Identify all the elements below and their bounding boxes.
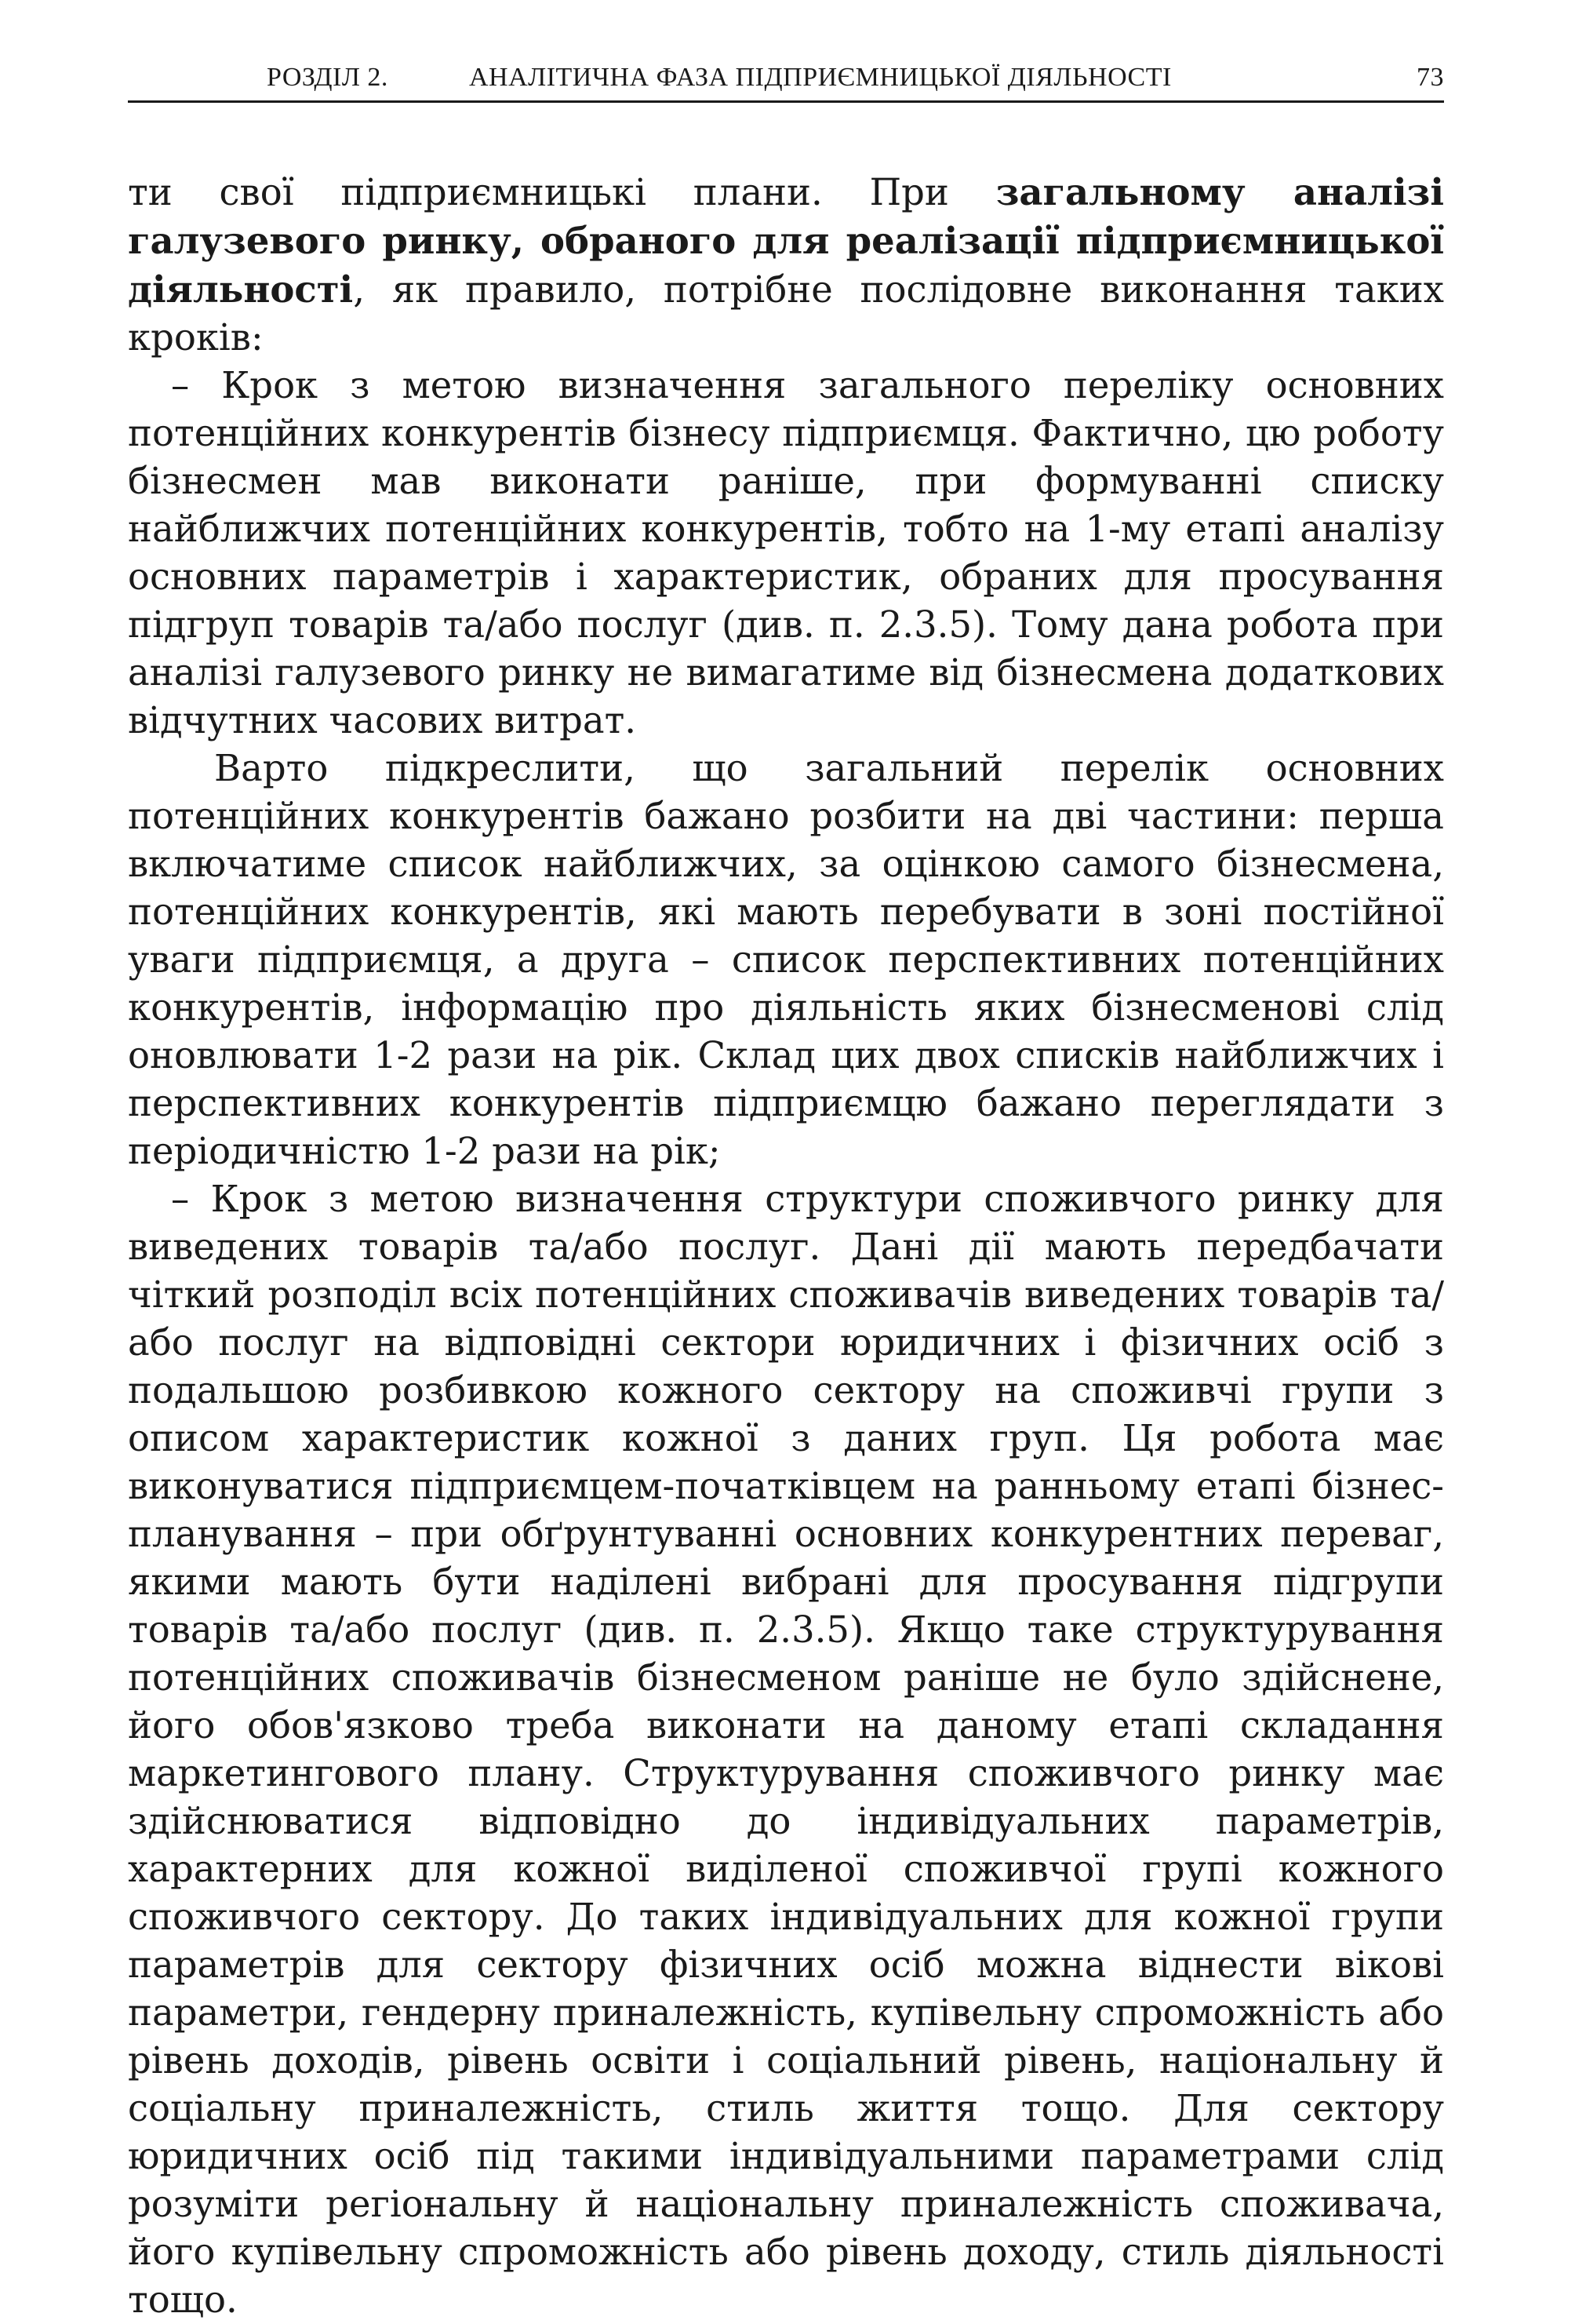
step-competitors-paragraph: – Крок з метою визначення загального переліку основних потенційних конкурентів бізнесу підприємця. Фактично, цю роботу бізнесмен мав виконати раніше, при формуванні списку найближчих потенційних конкурентів, тобто на 1-му етапі аналізу основних параметрів і характеристик, обраних для просування підгруп товарів та/або послуг (див. п. 2.3.5). Тому дана робота при аналізі галузевого ринку не вимагатиме від бізнесмена додаткових відчутних часових витрат. xyxy=(128,364,1444,741)
header-chapter-title: АНАЛІТИЧНА ФАЗА ПІДПРИЄМНИЦЬКОЇ ДІЯЛЬНОСТІ xyxy=(469,63,1172,92)
running-header xyxy=(128,56,1444,103)
step-consumer-market-paragraph: – Крок з метою визначення структури споживчого ринку для виведених товарів та/або послуг. Дані дії мають передбачати чіткий розподіл всіх потенційних споживачів виведених товарів та/або послуг на відповідні сектори юридичних і фізичних осіб з подальшою розбивкою кожного сектору на споживчі групи з описом характеристик кожної з даних груп. Ця робота має виконуватися підприємцем-початківцем на ранньому етапі бізнес-планування – при обґрунтуванні основних конкурентних переваг, якими мають бути наділені вибрані для просування підгрупи товарів та/або послуг (див. п. 2.3.5). Якщо таке структурування потенційних споживачів бізнесменом раніше не було здійснене, його обов'язково треба виконати на даному етапі складання маркетингового плану. Структурування споживчого ринку має здійснюватися відповідно до індивідуальних параметрів, характерних для кожної виділеної споживчої групі кожного споживчого сектору. До таких індивідуальних для кожної групи параметрів для сектору фізичних осіб можна віднести вікові параметри, гендерну приналежність, купівельну спроможність або рівень доходів, рівень освіти і соціальний рівень, національну й соціальну приналежність, стиль життя тощо. Для сектору юридичних осіб під такими індивідуальними параметрами слід розуміти регіональну й національну приналежність споживача, його купівельну спроможність або рівень доходу, стиль діяльності тощо. xyxy=(128,1178,1444,2321)
page-body xyxy=(128,168,1444,2324)
page-number: 73 xyxy=(1417,63,1444,92)
paragraph-intro xyxy=(128,168,1444,362)
paragraph-intro-emphasis: загальному аналізі галузевого ринку, обраного для реалізації підприємницької діяльності xyxy=(128,170,1444,311)
header-section-label: РОЗДІЛ 2. xyxy=(267,63,388,92)
competitors-split-paragraph: Варто підкреслити, що загальний перелік основних потенційних конкурентів бажано розбити на дві частини: перша включатиме список найближчих, за оцінкою самого бізнесмена, потенційних конкурентів, які мають перебувати в зоні постійної уваги підприємця, а друга – список перспективних потенційних конкурентів, інформацію про діяльність яких бізнесменові слід оновлювати 1-2 рази на рік. Склад цих двох списків найближчих і перспективних конкурентів підприємцю бажано переглядати з періодичністю 1-2 рази на рік; xyxy=(128,747,1444,1172)
paragraph-intro-tail: , як правило, потрібне послідовне виконання таких кроків: xyxy=(128,268,1444,359)
paragraph-intro-lead: ти свої підприємницькі плани. При xyxy=(128,171,996,213)
